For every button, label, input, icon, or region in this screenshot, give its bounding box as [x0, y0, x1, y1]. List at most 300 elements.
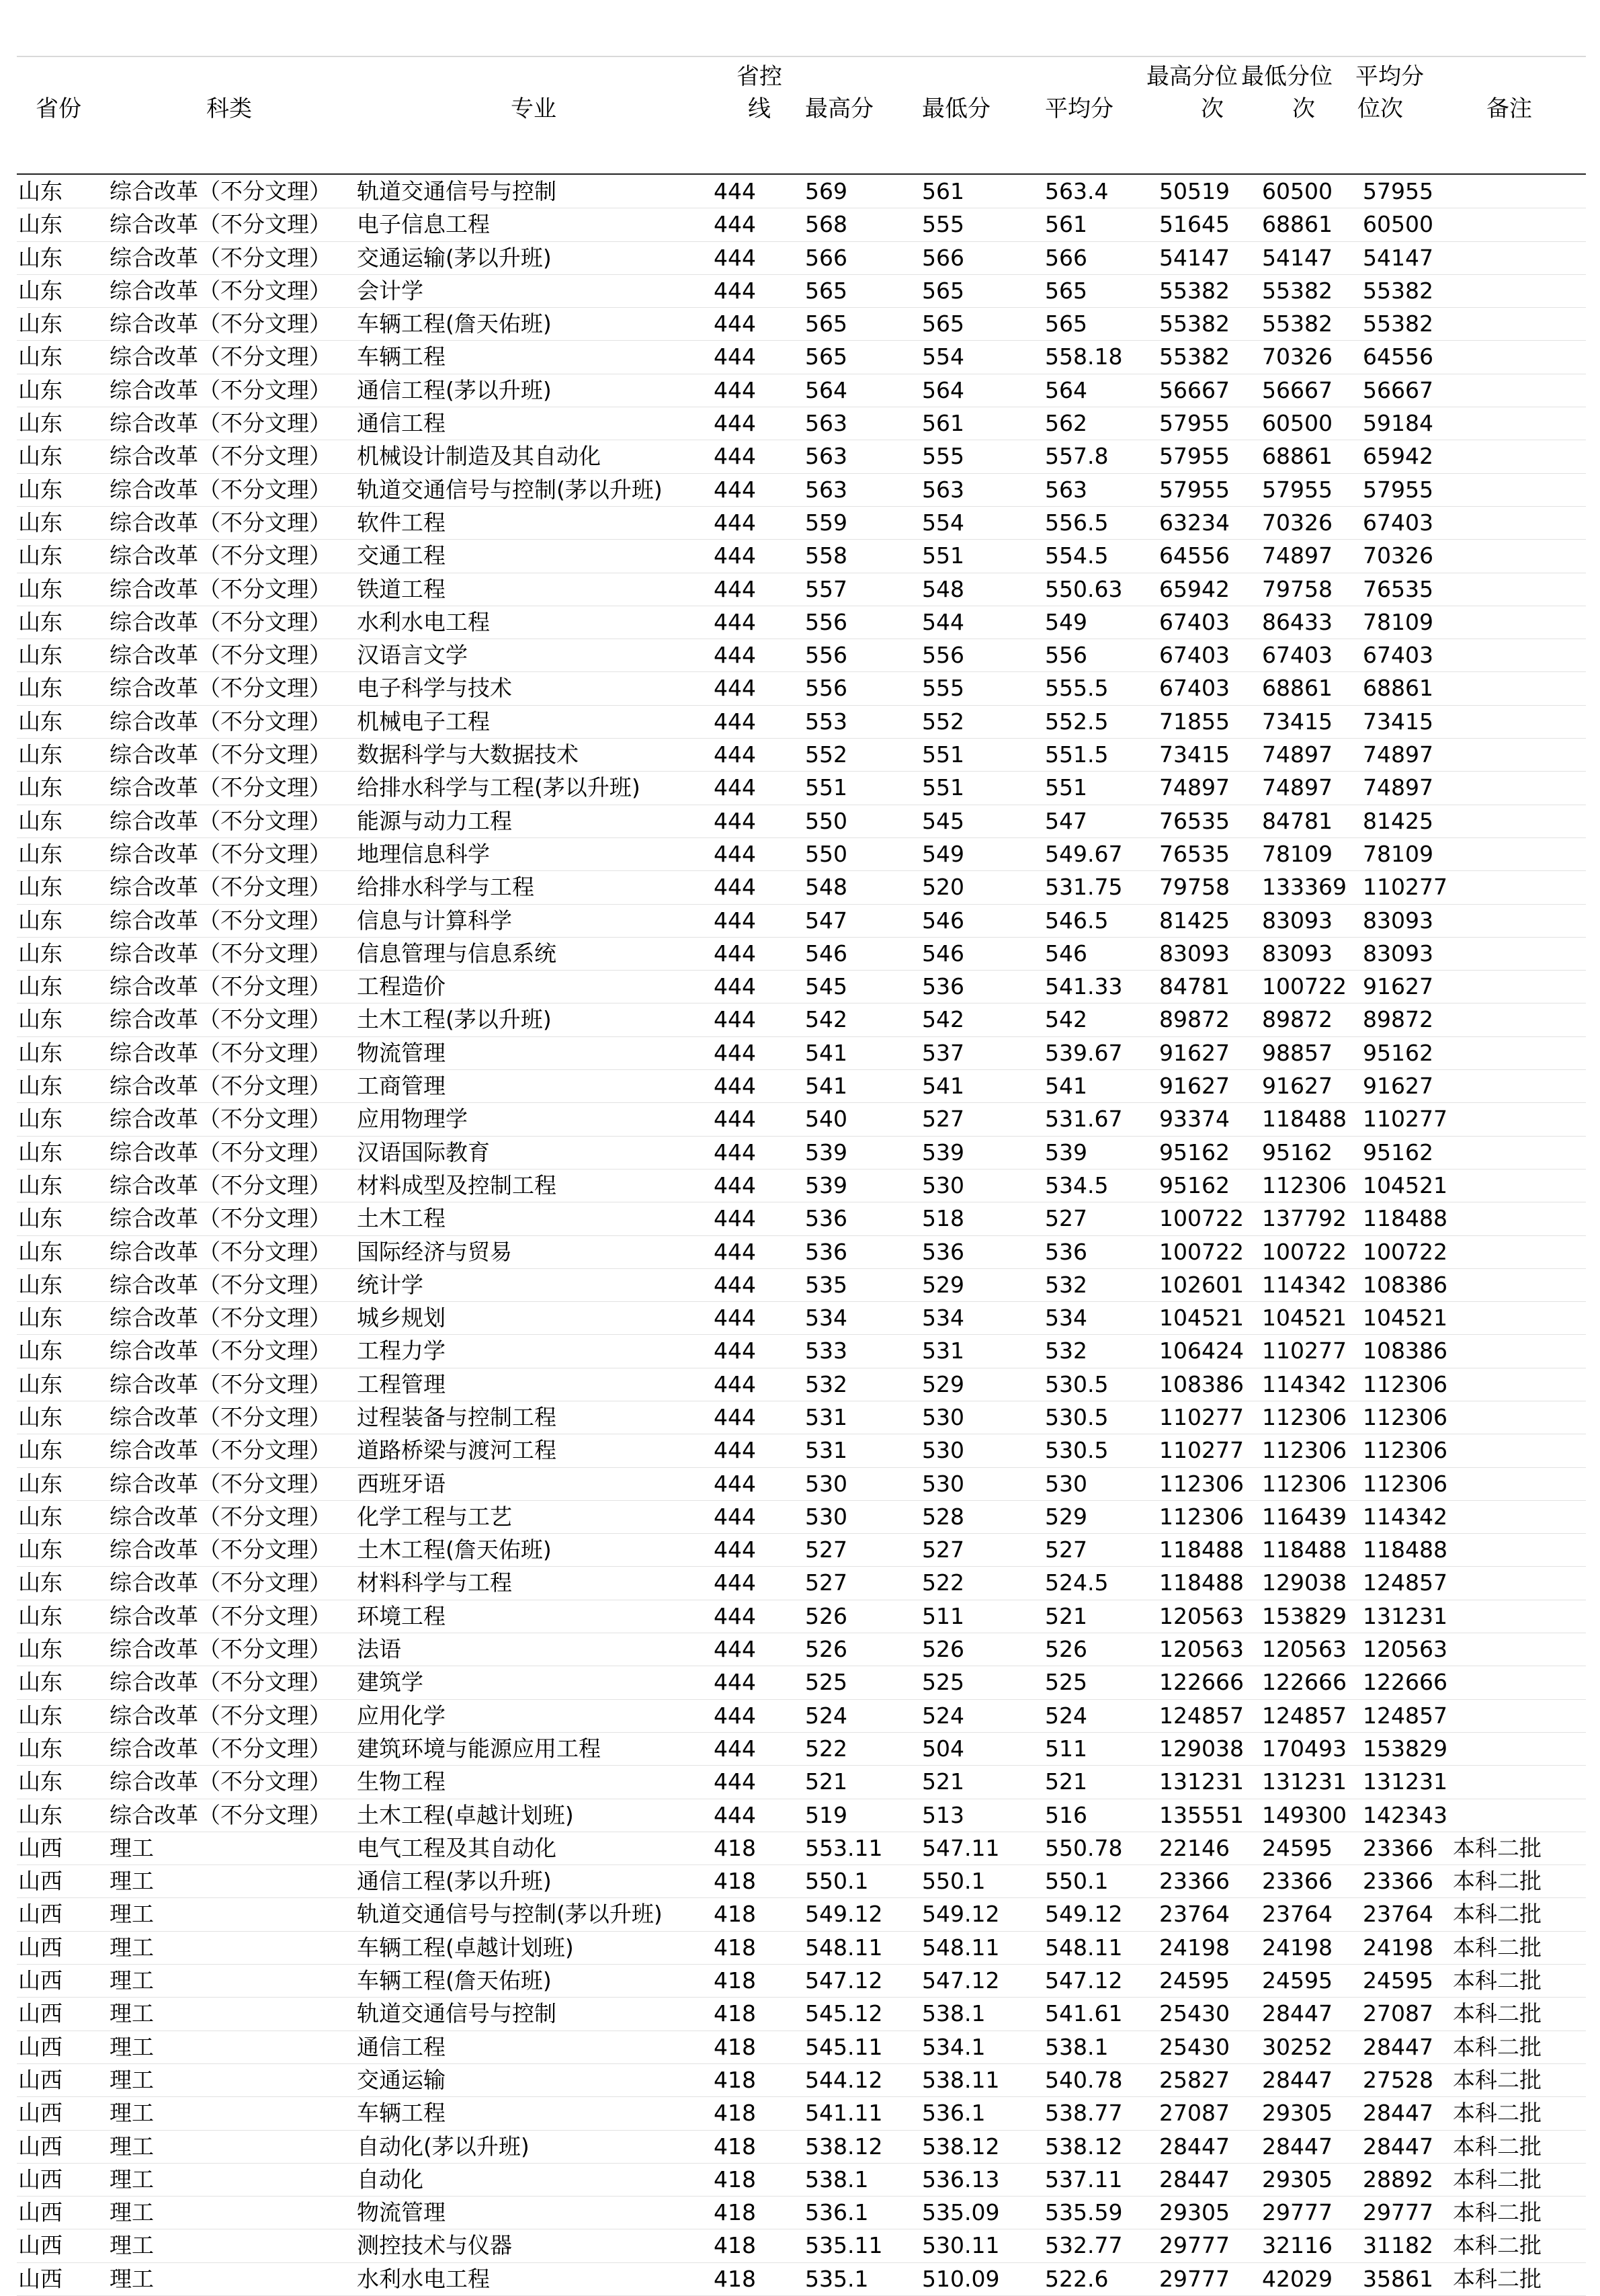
cell-max-rank: 22146: [1159, 1834, 1230, 1861]
cell-control-line: 418: [714, 2066, 756, 2093]
cell-control-line: 444: [714, 1702, 756, 1729]
header-min-rank-top: 最低分位: [1241, 63, 1333, 90]
cell-max-score: 559: [805, 509, 847, 536]
cell-max-rank: 120563: [1159, 1636, 1244, 1663]
cell-avg-score: 522.6: [1045, 2265, 1109, 2292]
cell-max-score: 547.12: [805, 1967, 883, 1994]
cell-max-rank: 27087: [1159, 2100, 1230, 2127]
cell-category: 综合改革（不分文理）: [110, 840, 331, 867]
cell-min-score: 536: [922, 973, 964, 1000]
cell-min-score: 549.12: [922, 1901, 1000, 1928]
cell-avg-rank: 67403: [1363, 642, 1433, 669]
cell-avg-rank: 23366: [1363, 1868, 1433, 1895]
cell-control-line: 444: [714, 1305, 756, 1331]
cell-avg-score: 549.67: [1045, 840, 1123, 867]
cell-control-line: 444: [714, 443, 756, 470]
cell-category: 综合改革（不分文理）: [110, 774, 331, 801]
cell-avg-score: 539.67: [1045, 1039, 1123, 1066]
cell-control-line: 444: [714, 1569, 756, 1596]
cell-max-rank: 57955: [1159, 476, 1230, 503]
cell-min-score: 530: [922, 1437, 964, 1464]
cell-max-score: 556: [805, 608, 847, 635]
cell-max-score: 524: [805, 1702, 847, 1729]
cell-avg-score: 563.4: [1045, 178, 1109, 204]
cell-min-score: 522: [922, 1569, 964, 1596]
cell-major: 环境工程: [357, 1602, 446, 1629]
table-row: [17, 1534, 1586, 1567]
cell-province: 山东: [18, 973, 62, 1000]
cell-max-score: 556: [805, 675, 847, 702]
cell-min-score: 545: [922, 807, 964, 834]
cell-avg-rank: 110277: [1363, 1106, 1447, 1133]
cell-min-score: 530: [922, 1403, 964, 1430]
cell-category: 理工: [110, 2199, 154, 2226]
cell-avg-rank: 104521: [1363, 1172, 1447, 1198]
cell-min-score: 552: [922, 708, 964, 735]
cell-min-rank: 56667: [1262, 376, 1333, 403]
cell-min-rank: 29305: [1262, 2166, 1333, 2192]
cell-max-rank: 122666: [1159, 1669, 1244, 1696]
cell-min-score: 561: [922, 410, 964, 437]
cell-avg-score: 561: [1045, 211, 1087, 238]
cell-control-line: 444: [714, 410, 756, 437]
cell-control-line: 444: [714, 1139, 756, 1165]
cell-province: 山西: [18, 2232, 62, 2259]
cell-max-rank: 91627: [1159, 1039, 1230, 1066]
cell-max-rank: 81425: [1159, 907, 1230, 934]
cell-avg-score: 524.5: [1045, 1569, 1109, 1596]
cell-control-line: 444: [714, 1536, 756, 1563]
header-category: 科类: [206, 95, 252, 122]
cell-min-score: 538.11: [922, 2066, 1000, 2093]
cell-province: 山西: [18, 2100, 62, 2127]
cell-max-score: 550.1: [805, 1868, 869, 1895]
cell-avg-score: 549: [1045, 608, 1087, 635]
cell-category: 理工: [110, 1868, 154, 1895]
header-min-score: 最低分: [922, 95, 991, 122]
cell-avg-score: 556: [1045, 642, 1087, 669]
cell-province: 山东: [18, 443, 62, 470]
cell-control-line: 418: [714, 2232, 756, 2259]
cell-note: 本科二批: [1453, 1967, 1542, 1994]
cell-category: 综合改革（不分文理）: [110, 1370, 331, 1397]
table-row: [17, 1567, 1586, 1600]
cell-max-score: 541: [805, 1039, 847, 1066]
cell-province: 山东: [18, 1536, 62, 1563]
cell-avg-rank: 57955: [1363, 178, 1433, 204]
cell-avg-score: 526: [1045, 1636, 1087, 1663]
cell-max-rank: 84781: [1159, 973, 1230, 1000]
cell-min-rank: 73415: [1262, 708, 1333, 735]
cell-avg-score: 532: [1045, 1271, 1087, 1298]
cell-province: 山东: [18, 376, 62, 403]
cell-avg-rank: 91627: [1363, 973, 1433, 1000]
cell-category: 综合改革（不分文理）: [110, 708, 331, 735]
cell-major: 汉语国际教育: [357, 1139, 490, 1165]
cell-avg-rank: 59184: [1363, 410, 1433, 437]
cell-control-line: 444: [714, 642, 756, 669]
cell-avg-rank: 142343: [1363, 1801, 1447, 1828]
cell-min-score: 526: [922, 1636, 964, 1663]
cell-control-line: 444: [714, 542, 756, 569]
cell-max-rank: 28447: [1159, 2166, 1230, 2192]
cell-avg-rank: 89872: [1363, 1006, 1433, 1033]
cell-major: 国际经济与贸易: [357, 1238, 512, 1265]
cell-avg-rank: 76535: [1363, 575, 1433, 602]
cell-min-score: 538.1: [922, 2000, 986, 2027]
cell-min-rank: 23764: [1262, 1901, 1333, 1928]
cell-min-rank: 42029: [1262, 2265, 1333, 2292]
cell-max-rank: 54147: [1159, 244, 1230, 271]
cell-max-rank: 29305: [1159, 2199, 1230, 2226]
cell-min-rank: 153829: [1262, 1602, 1347, 1629]
cell-max-rank: 65942: [1159, 575, 1230, 602]
cell-avg-score: 532: [1045, 1338, 1087, 1364]
cell-max-score: 539: [805, 1139, 847, 1165]
cell-major: 道路桥梁与渡河工程: [357, 1437, 556, 1464]
table-row: [17, 1766, 1586, 1799]
cell-min-rank: 118488: [1262, 1106, 1347, 1133]
cell-max-score: 536.1: [805, 2199, 869, 2226]
cell-control-line: 444: [714, 1039, 756, 1066]
cell-min-rank: 68861: [1262, 443, 1333, 470]
cell-category: 综合改革（不分文理）: [110, 675, 331, 702]
cell-avg-score: 511: [1045, 1735, 1087, 1762]
cell-avg-rank: 27528: [1363, 2066, 1433, 2093]
cell-avg-rank: 124857: [1363, 1702, 1447, 1729]
cell-avg-rank: 23764: [1363, 1901, 1433, 1928]
cell-major: 城乡规划: [357, 1305, 446, 1331]
header-avg-score: 平均分: [1045, 95, 1113, 122]
cell-max-rank: 100722: [1159, 1205, 1244, 1232]
cell-note: 本科二批: [1453, 2000, 1542, 2027]
cell-max-rank: 29777: [1159, 2232, 1230, 2259]
table-row: [17, 242, 1586, 275]
cell-min-rank: 28447: [1262, 2133, 1333, 2160]
cell-major: 铁道工程: [357, 575, 446, 602]
cell-major: 交通运输(茅以升班): [357, 244, 552, 271]
cell-category: 综合改革（不分文理）: [110, 741, 331, 768]
cell-avg-score: 541.33: [1045, 973, 1123, 1000]
cell-max-score: 545.11: [805, 2033, 883, 2060]
table-row: [17, 1302, 1586, 1335]
cell-major: 通信工程: [357, 2033, 446, 2060]
cell-avg-rank: 114342: [1363, 1503, 1447, 1530]
cell-avg-rank: 112306: [1363, 1437, 1447, 1464]
cell-avg-score: 566: [1045, 244, 1087, 271]
cell-min-rank: 32116: [1262, 2232, 1333, 2259]
cell-major: 给排水科学与工程(茅以升班): [357, 774, 640, 801]
cell-note: 本科二批: [1453, 1868, 1542, 1895]
cell-min-score: 530.11: [922, 2232, 1000, 2259]
cell-avg-score: 516: [1045, 1801, 1087, 1828]
cell-category: 理工: [110, 1901, 154, 1928]
cell-major: 轨道交通信号与控制: [357, 2000, 556, 2027]
cell-min-rank: 112306: [1262, 1172, 1347, 1198]
cell-max-score: 525: [805, 1669, 847, 1696]
cell-max-rank: 93374: [1159, 1106, 1230, 1133]
cell-min-score: 555: [922, 675, 964, 702]
cell-min-rank: 131231: [1262, 1768, 1347, 1795]
cell-category: 理工: [110, 2265, 154, 2292]
cell-category: 综合改革（不分文理）: [110, 1569, 331, 1596]
cell-max-rank: 67403: [1159, 675, 1230, 702]
cell-max-score: 530: [805, 1470, 847, 1497]
cell-note: 本科二批: [1453, 2100, 1542, 2127]
cell-control-line: 418: [714, 2166, 756, 2192]
cell-max-score: 565: [805, 311, 847, 337]
cell-max-rank: 55382: [1159, 277, 1230, 304]
cell-max-score: 536: [805, 1238, 847, 1265]
cell-category: 综合改革（不分文理）: [110, 1271, 331, 1298]
cell-major: 应用物理学: [357, 1106, 468, 1133]
cell-major: 物流管理: [357, 1039, 446, 1066]
cell-max-rank: 23366: [1159, 1868, 1230, 1895]
table-row: [17, 474, 1586, 507]
cell-min-rank: 79758: [1262, 575, 1333, 602]
cell-province: 山东: [18, 1370, 62, 1397]
cell-avg-score: 554.5: [1045, 542, 1109, 569]
cell-major: 机械设计制造及其自动化: [357, 443, 601, 470]
cell-min-score: 547.12: [922, 1967, 1000, 1994]
cell-max-rank: 79758: [1159, 874, 1230, 901]
cell-control-line: 418: [714, 1901, 756, 1928]
cell-avg-rank: 70326: [1363, 542, 1433, 569]
cell-avg-rank: 56667: [1363, 376, 1433, 403]
cell-avg-score: 536: [1045, 1238, 1087, 1265]
cell-avg-rank: 78109: [1363, 608, 1433, 635]
cell-avg-score: 552.5: [1045, 708, 1109, 735]
cell-category: 综合改革（不分文理）: [110, 178, 331, 204]
cell-min-score: 530: [922, 1172, 964, 1198]
cell-min-rank: 60500: [1262, 178, 1333, 204]
cell-province: 山东: [18, 1271, 62, 1298]
cell-province: 山东: [18, 1569, 62, 1596]
cell-min-score: 542: [922, 1006, 964, 1033]
cell-category: 综合改革（不分文理）: [110, 1006, 331, 1033]
table-row: [17, 2263, 1586, 2296]
cell-max-rank: 25430: [1159, 2000, 1230, 2027]
cell-category: 综合改革（不分文理）: [110, 1139, 331, 1165]
cell-min-score: 566: [922, 244, 964, 271]
cell-major: 电子信息工程: [357, 211, 490, 238]
cell-min-rank: 110277: [1262, 1338, 1347, 1364]
cell-avg-rank: 110277: [1363, 874, 1447, 901]
cell-category: 综合改革（不分文理）: [110, 1305, 331, 1331]
cell-avg-score: 558.18: [1045, 343, 1123, 370]
cell-max-rank: 55382: [1159, 343, 1230, 370]
cell-min-score: 504: [922, 1735, 964, 1762]
cell-note: 本科二批: [1453, 2199, 1542, 2226]
cell-min-score: 546: [922, 940, 964, 967]
cell-min-score: 527: [922, 1106, 964, 1133]
cell-max-rank: 67403: [1159, 608, 1230, 635]
cell-avg-score: 556.5: [1045, 509, 1109, 536]
cell-category: 综合改革（不分文理）: [110, 1039, 331, 1066]
cell-avg-score: 539: [1045, 1139, 1087, 1165]
cell-control-line: 444: [714, 178, 756, 204]
cell-min-score: 554: [922, 343, 964, 370]
table-row: [17, 1733, 1586, 1766]
cell-major: 通信工程(茅以升班): [357, 376, 552, 403]
table-row: [17, 1633, 1586, 1666]
cell-max-score: 536: [805, 1205, 847, 1232]
cell-control-line: 444: [714, 973, 756, 1000]
cell-major: 通信工程(茅以升班): [357, 1868, 552, 1895]
cell-avg-rank: 73415: [1363, 708, 1433, 735]
cell-max-score: 535: [805, 1271, 847, 1298]
cell-province: 山西: [18, 1934, 62, 1961]
cell-category: 理工: [110, 1834, 154, 1861]
cell-control-line: 418: [714, 2199, 756, 2226]
cell-avg-rank: 108386: [1363, 1338, 1447, 1364]
cell-min-score: 544: [922, 608, 964, 635]
cell-province: 山东: [18, 244, 62, 271]
cell-max-rank: 129038: [1159, 1735, 1244, 1762]
cell-control-line: 418: [714, 2100, 756, 2127]
cell-control-line: 444: [714, 376, 756, 403]
cell-max-score: 548.11: [805, 1934, 883, 1961]
cell-category: 综合改革（不分文理）: [110, 1801, 331, 1828]
cell-province: 山西: [18, 1967, 62, 1994]
cell-min-score: 541: [922, 1073, 964, 1100]
cell-max-score: 548: [805, 874, 847, 901]
cell-max-rank: 89872: [1159, 1006, 1230, 1033]
cell-major: 数据科学与大数据技术: [357, 741, 579, 768]
cell-major: 电气工程及其自动化: [357, 1834, 556, 1861]
cell-min-rank: 23366: [1262, 1868, 1333, 1895]
cell-max-rank: 100722: [1159, 1238, 1244, 1265]
cell-min-rank: 84781: [1262, 807, 1333, 834]
cell-control-line: 444: [714, 277, 756, 304]
cell-max-rank: 25430: [1159, 2033, 1230, 2060]
cell-min-rank: 24198: [1262, 1934, 1333, 1961]
table-row: [17, 374, 1586, 407]
cell-major: 电子科学与技术: [357, 675, 512, 702]
cell-avg-score: 527: [1045, 1205, 1087, 1232]
cell-control-line: 444: [714, 244, 756, 271]
table-row: [17, 938, 1586, 971]
cell-control-line: 418: [714, 1834, 756, 1861]
table-row: [17, 971, 1586, 1003]
cell-max-rank: 55382: [1159, 311, 1230, 337]
cell-province: 山东: [18, 1139, 62, 1165]
cell-avg-score: 531.67: [1045, 1106, 1123, 1133]
cell-min-rank: 100722: [1262, 973, 1347, 1000]
cell-major: 自动化: [357, 2166, 423, 2192]
header-note: 备注: [1486, 95, 1532, 122]
cell-min-score: 549: [922, 840, 964, 867]
cell-province: 山东: [18, 1006, 62, 1033]
header-rule: [17, 173, 1586, 175]
cell-avg-score: 550.1: [1045, 1868, 1109, 1895]
cell-province: 山东: [18, 1636, 62, 1663]
cell-control-line: 418: [714, 2000, 756, 2027]
cell-major: 信息与计算科学: [357, 907, 512, 934]
cell-control-line: 444: [714, 874, 756, 901]
cell-avg-rank: 55382: [1363, 311, 1433, 337]
cell-control-line: 444: [714, 1801, 756, 1828]
cell-min-rank: 104521: [1262, 1305, 1347, 1331]
cell-avg-rank: 112306: [1363, 1470, 1447, 1497]
cell-province: 山西: [18, 2033, 62, 2060]
cell-max-rank: 23764: [1159, 1901, 1230, 1928]
cell-min-score: 534: [922, 1305, 964, 1331]
cell-category: 综合改革（不分文理）: [110, 1503, 331, 1530]
cell-min-rank: 137792: [1262, 1205, 1347, 1232]
cell-major: 汉语言文学: [357, 642, 468, 669]
cell-max-rank: 67403: [1159, 642, 1230, 669]
cell-avg-rank: 112306: [1363, 1403, 1447, 1430]
cell-min-rank: 83093: [1262, 907, 1333, 934]
cell-category: 理工: [110, 2066, 154, 2093]
cell-control-line: 444: [714, 1735, 756, 1762]
table-row: [17, 1898, 1586, 1931]
cell-control-line: 444: [714, 476, 756, 503]
cell-control-line: 444: [714, 1370, 756, 1397]
cell-max-score: 540: [805, 1106, 847, 1133]
cell-major: 软件工程: [357, 509, 446, 536]
cell-category: 理工: [110, 1934, 154, 1961]
cell-min-rank: 149300: [1262, 1801, 1347, 1828]
cell-province: 山西: [18, 2066, 62, 2093]
header-major: 专业: [511, 95, 556, 122]
cell-avg-rank: 100722: [1363, 1238, 1447, 1265]
cell-max-score: 563: [805, 476, 847, 503]
cell-major: 应用化学: [357, 1702, 446, 1729]
cell-control-line: 444: [714, 1602, 756, 1629]
cell-avg-rank: 95162: [1363, 1139, 1433, 1165]
cell-province: 山东: [18, 1172, 62, 1198]
cell-control-line: 444: [714, 907, 756, 934]
cell-min-rank: 74897: [1262, 774, 1333, 801]
cell-avg-rank: 28447: [1363, 2100, 1433, 2127]
cell-min-score: 555: [922, 211, 964, 238]
cell-avg-score: 548.11: [1045, 1934, 1123, 1961]
cell-category: 综合改革（不分文理）: [110, 244, 331, 271]
table-row: [17, 175, 1586, 208]
cell-control-line: 444: [714, 741, 756, 768]
cell-province: 山东: [18, 1437, 62, 1464]
cell-category: 综合改革（不分文理）: [110, 1205, 331, 1232]
cell-max-score: 545: [805, 973, 847, 1000]
cell-control-line: 444: [714, 1403, 756, 1430]
cell-major: 车辆工程(詹天佑班): [357, 311, 552, 337]
cell-control-line: 444: [714, 675, 756, 702]
cell-max-rank: 124857: [1159, 1702, 1244, 1729]
cell-min-score: 547.11: [922, 1834, 1000, 1861]
cell-province: 山东: [18, 642, 62, 669]
cell-control-line: 444: [714, 311, 756, 337]
cell-max-rank: 110277: [1159, 1437, 1244, 1464]
cell-control-line: 444: [714, 509, 756, 536]
cell-min-score: 546: [922, 907, 964, 934]
cell-max-rank: 50519: [1159, 178, 1230, 204]
cell-min-score: 561: [922, 178, 964, 204]
cell-control-line: 444: [714, 1503, 756, 1530]
cell-major: 测控技术与仪器: [357, 2232, 512, 2259]
cell-max-rank: 131231: [1159, 1768, 1244, 1795]
cell-province: 山东: [18, 178, 62, 204]
cell-max-rank: 135551: [1159, 1801, 1244, 1828]
table-row: [17, 1865, 1586, 1898]
cell-control-line: 418: [714, 2265, 756, 2292]
table-row: [17, 1070, 1586, 1103]
cell-min-score: 564: [922, 376, 964, 403]
cell-min-rank: 170493: [1262, 1735, 1347, 1762]
cell-min-rank: 54147: [1262, 244, 1333, 271]
cell-avg-rank: 65942: [1363, 443, 1433, 470]
